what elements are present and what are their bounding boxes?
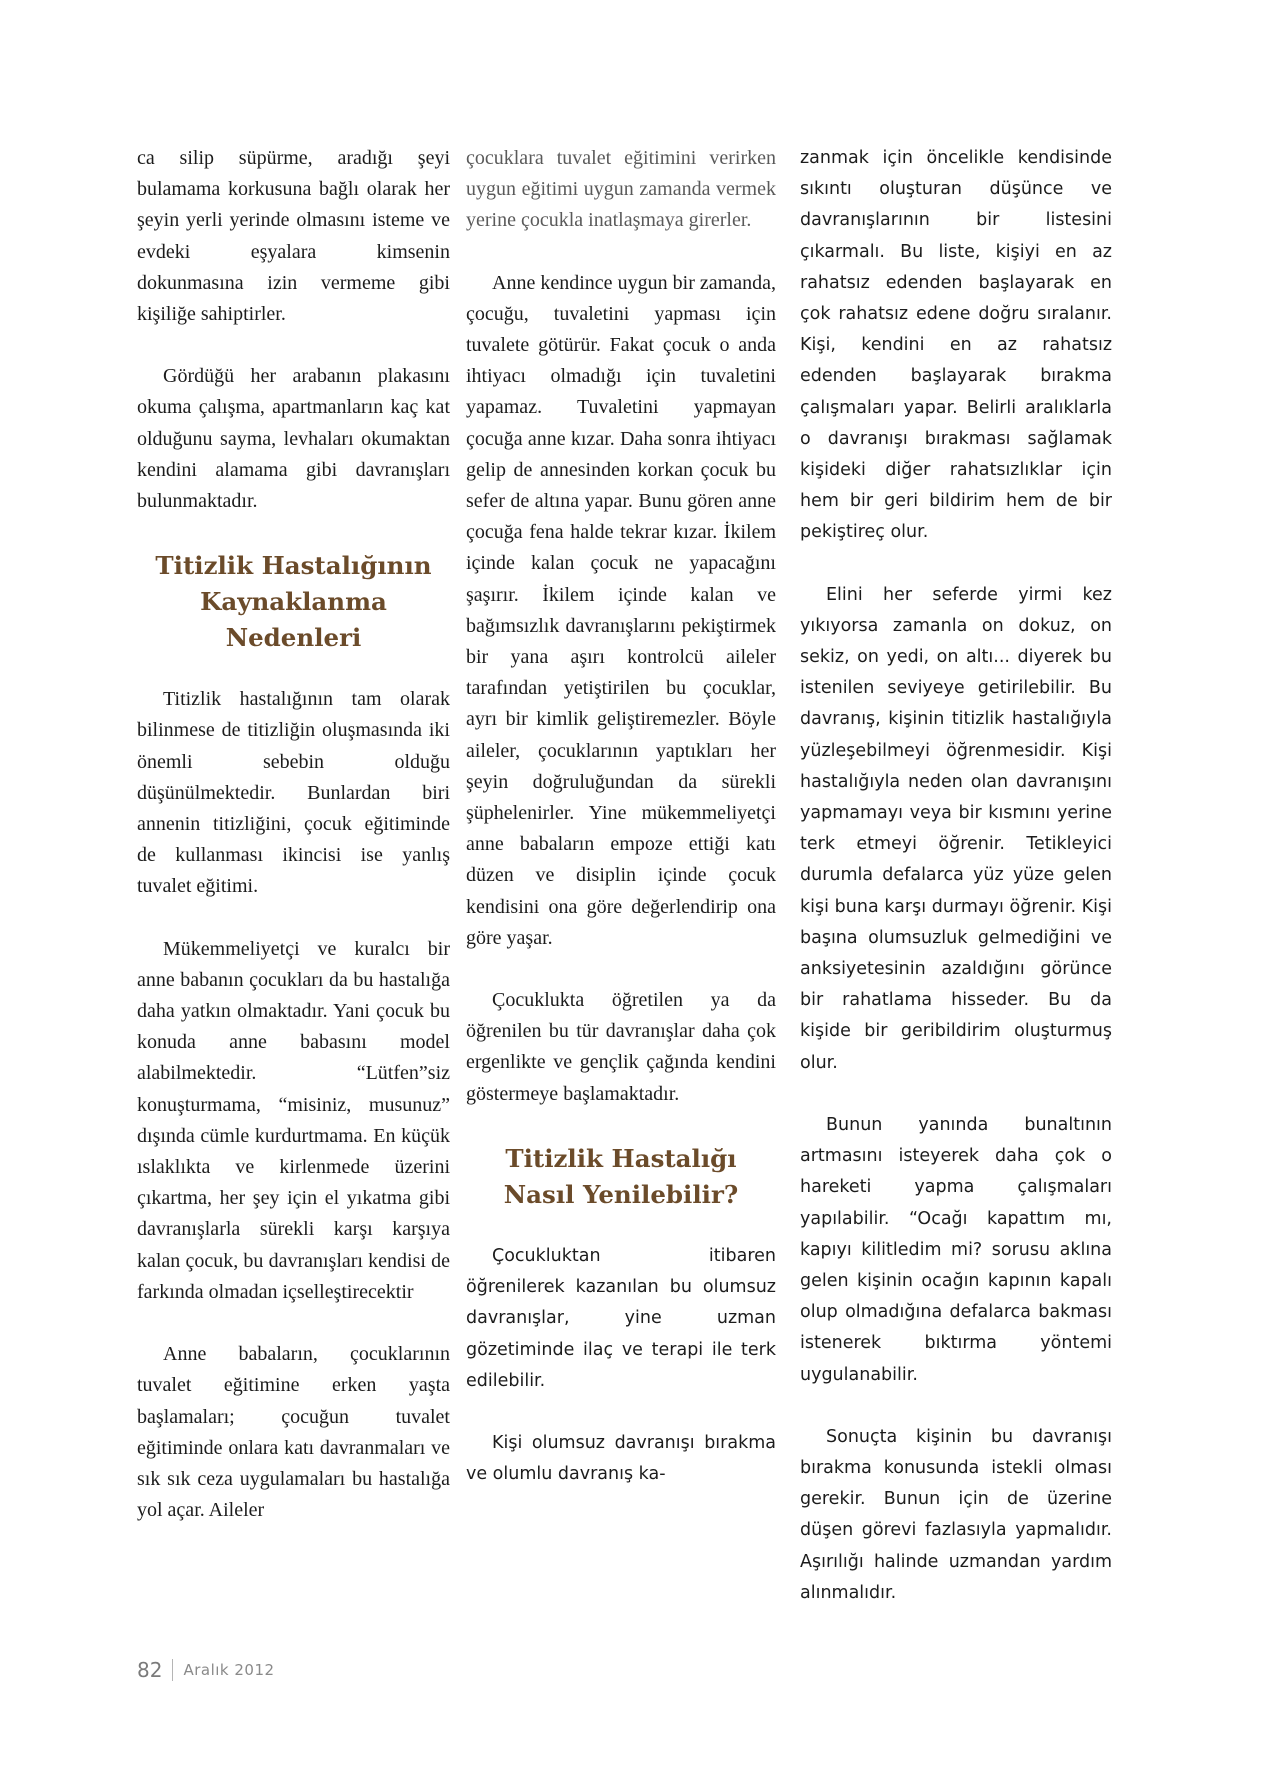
paragraph: Mükemmeliyetçi ve kuralcı bir anne babanın çocukları da bu hastalığa daha yatkın olmaktadır. Yani çocuk bu konuda anne babasını model alabilmektedir. “Lütfen”siz konuşturmama, “misiniz, musunuz” dışında cümle kurdurtmama. En küçük ıslaklıkta ve kirlenmede üzerini çıkartma, her şey için el yıkatma gibi davranışlarla sürekli karşı karşıya kalan çocuk, bu davranışları kendisi de farkında olmadan içselleştirecektir [137,937,450,1303]
paragraph: Gördüğü her arabanın plakasını okuma çalışma, apartmanların kaç kat olduğunu sayma, levhaları okumaktan kendini alamama gibi davranışları bulunmaktadır. [137,365,450,513]
paragraph: Kişi olumsuz davranışı bırakma ve olumlu davranış ka- [466,1432,776,1485]
paragraph: Bunun yanında bunaltının artmasını isteyerek daha çok o hareketi yapma çalışmaları yapılabilir. “Ocağı kapattım mı, kapıyı kilitledim mi? sorusu aklına gelen kişinin ocağın kapının kapalı olup olmadığına defalarca bakması istenerek bıktırma yöntemi uygulanabilir. [800,1114,1112,1385]
page-number: 82 [137,1658,163,1682]
section-heading: Titizlik Hastalığının Kaynaklanma Nedenleri [155,551,432,653]
paragraph: Sonuçta kişinin bu davranışı bırakma konusunda istekli olması gerekir. Bunun için de üzerine düşen görevi fazlasıyla yapmalıdır. Aşırılığı halinde uzmandan yardım alınmalıdır. [800,1426,1112,1603]
page-footer [137,1658,275,1682]
footer-divider [172,1659,173,1681]
column-2 [466,143,776,1521]
issue-date: Aralık 2012 [183,1661,275,1679]
paragraph: Anne kendince uygun bir zamanda, çocuğu, tuvaletini yapması için tuvalete götürür. Fakat çocuk o anda ihtiyacı olmadığı için tuvaletini yapamaz. Tuvaletini yapmayan çocuğa anne kızar. Daha sonra ihtiyacı gelip de annesinden korkan çocuk bu sefer de altına yapar. Bunu gören anne çocuğa fena halde tekrar kızar. İkilem içinde kalan çocuk ne yapacağını şaşırır. İkilem içinde kalan ve bağımsızlık davranışlarını pekiştirmek bir yana aşırı kontrolcü aileler tarafından yetiştirilen bu çocuklar, ayrı bir kimlik geliştiremezler. Böyle aileler, çocuklarının yaptıkları her şeyin doğruluğundan da sürekli şüphelenirler. Yine mükemmeliyetçi anne babaların empoze ettiği katı düzen ve disiplin içinde çocuk kendisini ona göre değerlendirip ona göre yaşar. [466,271,776,949]
paragraph: Elini her seferde yirmi kez yıkıyorsa zamanla on dokuz, on sekiz, on yedi, on altı... diyerek bu istenilen seviyeye getirilebilir. Bu davranış, kişinin titizlik hastalığıyla yüzleşebilmeyi öğrenmesidir. Kişi hastalığıyla neden olan davranışını yapmamayı veya bir kısmını yerine terk etmeyi öğrenir. Tetikleyici durumla defalarca yüz yüze gelen kişi buna karşı durmayı öğrenir. Kişi başına olumsuzluk gelmediğini ve anksiyetesinin azaldığını görünce bir rahatlama hisseder. Bu da kişide bir geribildirim oluşturmuş olur. [800,584,1112,1073]
paragraph: ca silip süpürme, aradığı şeyi bulamama korkusuna bağlı olarak her şeyin yerli yerinde olmasını isteme ve evdeki eşyalara kimsenin dokunmasına izin vermeme gibi kişiliğe sahiptirler. [137,147,450,326]
paragraph: Titizlik hastalığının tam olarak bilinmese de titizliğin oluşmasında iki önemli sebebin olduğu düşünülmektedir. Bunlardan biri annenin titizliğini, çocuk eğitiminde de kullanması ikincisi ise yanlış tuvalet eğitimi. [137,688,450,898]
section-heading: Titizlik Hastalığı Nasıl Yenilebilir? [503,1143,739,1209]
paragraph: Anne babaların, çocuklarının tuvalet eğitimine erken yaşta başlamaları; çocuğun tuvalet eğitiminde onlara katı davranmaları ve sık sık ceza uygulamaları bu hastalığa yol açar. Aileler [137,1343,450,1522]
paragraph: zanmak için öncelikle kendisinde sıkıntı oluşturan düşünce ve davranışlarının bir listesini çıkarmalı. Bu liste, kişiyi en az rahatsız edenden başlayarak en çok rahatsız edene doğru sıralanır. Kişi, kendini en az rahatsız edenden başlayarak bırakma çalışmaları yapar. Belirli aralıklarla o davranışı bırakması sağlamak kişideki diğer rahatsızlıklar için hem bir geri bildirim hem de bir pekiştireç olur. [800,148,1112,543]
column-3 [800,143,1112,1640]
paragraph: Çocuklukta öğretilen ya da öğrenilen bu tür davranışlar daha çok ergenlikte ve gençlik çağında kendini göstermeye başlamaktadır. [466,989,776,1105]
paragraph: Çocukluktan itibaren öğrenilerek kazanılan bu olumsuz davranışlar, yine uzman gözetiminde ilaç ve terapi ile terk edilebilir. [466,1245,776,1391]
paragraph: çocuklara tuvalet eğitimini verirken uygun eğitimi uygun zamanda vermek yerine çocukla inatlaşmaya girerler. [466,147,776,232]
column-1 [137,143,450,1557]
